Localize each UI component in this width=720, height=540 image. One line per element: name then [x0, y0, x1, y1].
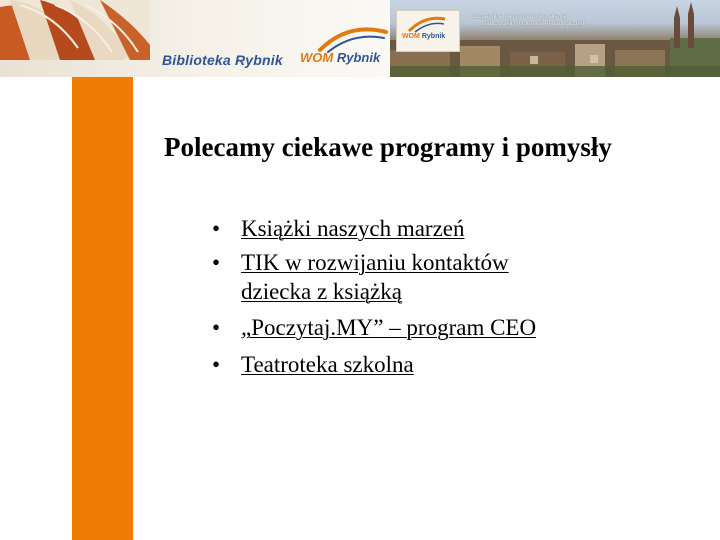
- list-item: [212, 248, 571, 306]
- wom-logo-rybnik: Rybnik: [336, 50, 381, 65]
- link-ksiazki-naszych-marzen[interactable]: Książki naszych marzeń: [241, 216, 465, 241]
- slide-title: Polecamy ciekawe programy i pomysły: [164, 132, 612, 162]
- badge-swoosh-icon: [407, 15, 447, 33]
- link-teatroteka-szkolna[interactable]: Teatroteka szkolna: [241, 352, 414, 377]
- badge-wom: WOM: [402, 33, 420, 40]
- list-item: [212, 214, 571, 243]
- link-poczytajmy[interactable]: „Poczytaj.MY” – program CEO: [241, 315, 537, 340]
- list-item: [212, 313, 571, 342]
- tagline-line-2: Nauczycieli i Informacji Pedagogicznej: [482, 21, 585, 27]
- badge-rybnik: Rybnik: [421, 33, 446, 40]
- bullet-icon: •: [212, 352, 221, 377]
- list-item: [212, 350, 571, 379]
- orange-accent-bar: [72, 77, 133, 540]
- tagline-line-1: Szczególne Centrum Doskonalenia: [472, 14, 566, 20]
- header-banner: [0, 0, 720, 77]
- header-tagline: [472, 14, 662, 28]
- wom-badge-logo: [396, 10, 460, 52]
- badge-text: [402, 33, 445, 40]
- bullet-icon: •: [212, 315, 221, 340]
- bullet-icon: •: [212, 250, 221, 275]
- biblioteka-logo-text: Biblioteka Rybnik: [162, 52, 283, 68]
- bullet-icon: •: [212, 216, 221, 241]
- wom-rybnik-logo: [300, 50, 380, 65]
- link-tik-w-rozwijaniu[interactable]: TIK w rozwijaniu kontaktów dziecka z książką: [241, 250, 509, 304]
- wom-logo-wom: WOM: [300, 50, 334, 65]
- books-image: [0, 0, 150, 60]
- bullet-list: [212, 214, 571, 379]
